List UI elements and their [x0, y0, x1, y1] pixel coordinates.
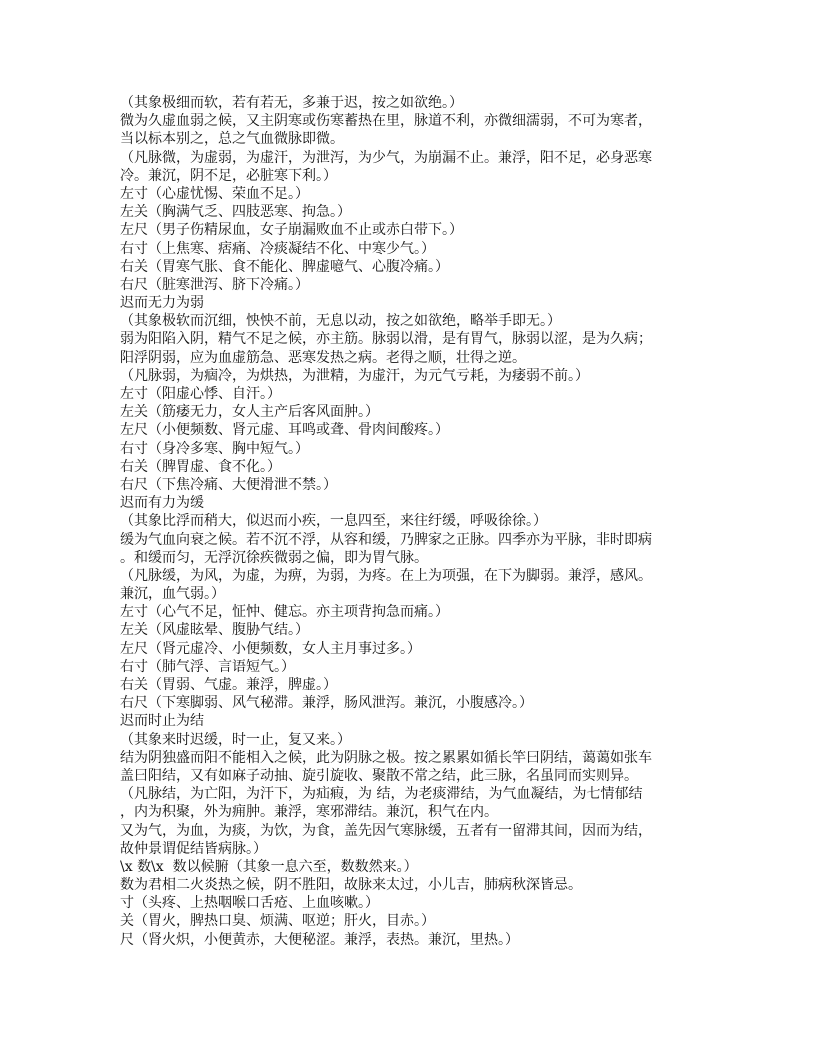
text-line: 左尺（男子伤精尿血，女子崩漏败血不止或赤白带下。）: [120, 222, 463, 239]
text-line: （其象来时迟缓，时一止，复又来。）: [120, 731, 351, 748]
text-line: 又为气，为血，为痰，为饮，为食，盖先因气寒脉缓，五者有一留滞其间，因而为结，: [120, 822, 652, 839]
text-line: 右寸（肺气浮、言语短气。）: [120, 658, 295, 675]
text-line: 冷。兼沉，阴不足，必脏寒下利。）: [120, 167, 337, 184]
text-line: 微为久虚血弱之候，又主阴寒或伤寒蓄热在里，脉道不利，亦微细濡弱，不可为寒者，: [120, 113, 652, 130]
text-line: 右寸（上焦寒、痞痛、冷痰凝结不化、中寒少气。）: [120, 240, 435, 257]
text-line: 左关（风虚眩晕、腹胁气结。）: [120, 622, 309, 639]
text-line: ，内为积聚，外为痈肿。兼浮，寒邪滞结。兼沉，积气在内。: [120, 804, 498, 821]
text-line: 故仲景谓促结皆病脉。）: [120, 840, 267, 857]
text-line: 。和缓而匀，无浮沉徐疾微弱之偏，即为胃气脉。: [120, 549, 428, 566]
text-line: 尺（肾火炽，小便黄赤，大便秘涩。兼浮，表热。兼沉，里热。）: [120, 931, 519, 948]
text-line: 左关（胸满气乏、四肢恶寒、拘急。）: [120, 204, 351, 221]
text-line: 右关（胃弱、气虚。兼浮，脾虚。）: [120, 677, 337, 693]
text-line: 左寸（心气不足，怔忡、健忘。亦主项背拘急而痛。）: [120, 604, 449, 621]
text-line: 右关（胃寒气胀、食不能化、脾虚噫气、心腹冷痛。）: [120, 258, 449, 275]
text-line: 迟而时止为结: [120, 713, 204, 730]
text-line: 阳浮阴弱，应为血虚筋急、恶寒发热之病。老得之顺，壮得之逆。: [120, 349, 526, 366]
text-line: 当以标本别之，总之气血微脉即微。: [120, 131, 344, 148]
text-line: 左关（筋痿无力，女人主产后客风面肿。）: [120, 404, 379, 421]
text-line: 数为君相二火炎热之候，阴不胜阳，故脉来太过，小儿吉，肺病秋深皆忌。: [120, 877, 582, 894]
text-line: （凡脉结，为亡阳，为汗下，为疝瘕，为 结，为老痰滞结，为气血凝结，为七情郁结: [120, 786, 643, 803]
text-line: 迟而无力为弱: [120, 295, 204, 312]
text-line: 兼沉，血气弱。）: [120, 586, 225, 603]
text-line: 左寸（阳虚心悸、自汗。）: [120, 386, 281, 402]
text-line: 迟而有力为缓: [120, 495, 204, 512]
text-line: 左尺（肾元虚冷、小便频数，女人主月事过多。）: [120, 640, 421, 657]
text-line: \x 数\x 数以候腑（其象一息六至，数数然来。）: [120, 858, 418, 875]
text-line: （凡脉弱，为痼冷，为烘热，为泄精，为虚汗，为元气亏耗，为痿弱不前。）: [120, 367, 589, 384]
text-line: 右尺（下寒脚弱、风气秘滞。兼浮，肠风泄泻。兼沉，小腹感冷。）: [120, 695, 533, 712]
text-line: 左尺（小便频数、肾元虚、耳鸣或聋、骨肉间酸疼。）: [120, 422, 449, 439]
text-line: 弱为阳陷入阴，精气不足之候，亦主筋。脉弱以滑，是有胃气，脉弱以涩，是为久病；: [120, 331, 652, 348]
text-line: 右寸（身冷多寒、胸中短气。）: [120, 440, 309, 457]
text-line: 右关（脾胃虚、食不化。）: [120, 458, 281, 475]
document-page: [120, 94, 760, 949]
text-line: （其象极细而软，若有若无，多兼于迟，按之如欲绝。）: [120, 95, 463, 111]
text-line: 缓为气血向衰之候。若不沉不浮，从容和缓，乃脾家之正脉。四季亦为平脉，非时即病: [120, 531, 652, 548]
text-line: 结为阴独盛而阳不能相入之候，此为阴脉之极。按之累累如循长竿曰阴结，蔼蔼如张车: [120, 749, 652, 766]
text-line: 关（胃火，脾热口臭、烦满、呕逆；肝火，目赤。）: [120, 913, 435, 930]
text-line: （凡脉缓，为风，为虚，为痹，为弱，为疼。在上为项强，在下为脚弱。兼浮，感风。: [120, 567, 652, 584]
text-line: 盖曰阳结，又有如麻子动抽、旋引旋收、聚散不常之结，此三脉，名虽同而实则异。: [120, 767, 638, 784]
text-line: 右尺（脏寒泄泻、脐下冷痛。）: [120, 276, 309, 293]
text-line: （凡脉微，为虚弱，为虚汗，为泄泻，为少气，为崩漏不止。兼浮，阳不足，必身恶寒: [120, 149, 652, 166]
text-line: 右尺（下焦冷痛、大便滑泄不禁。）: [120, 476, 337, 493]
text-line: 左寸（心虚忧惕、荣血不足。）: [120, 185, 309, 202]
text-line: （其象极软而沉细，怏怏不前，无息以动，按之如欲绝，略举手即无。）: [120, 313, 561, 330]
text-line: 寸（头疼、上热咽喉口舌疮、上血咳嗽。）: [120, 895, 379, 912]
text-line: （其象比浮而稍大，似迟而小疾，一息四至，来往纡缓，呼吸徐徐。）: [120, 513, 547, 530]
